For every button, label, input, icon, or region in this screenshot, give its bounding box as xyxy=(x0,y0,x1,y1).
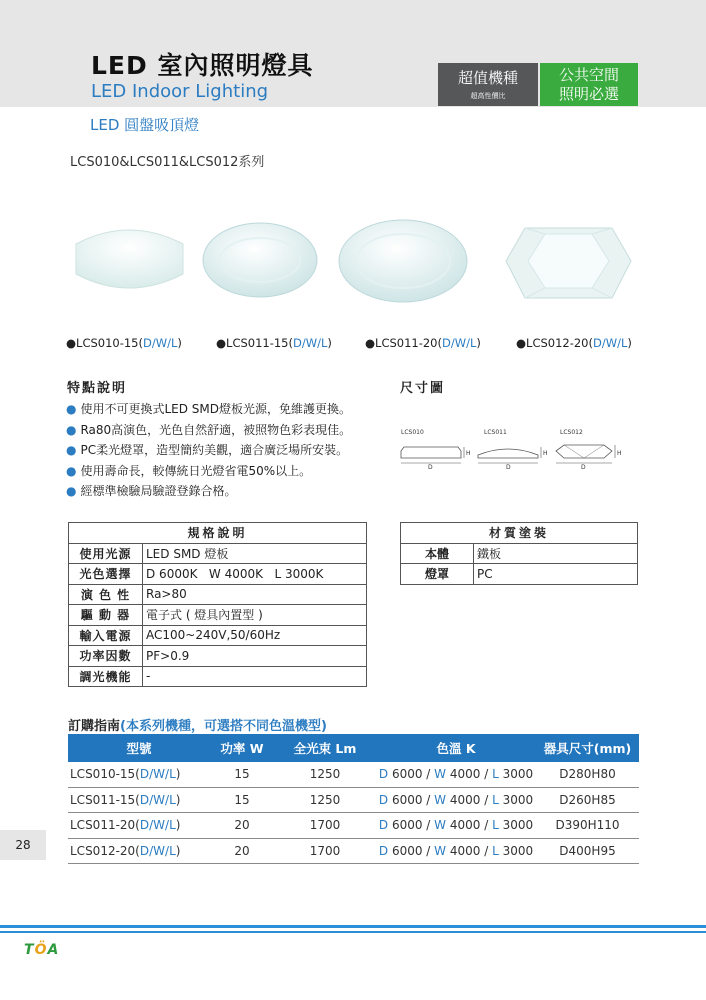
model-label-1-base: ●LCS010-15( xyxy=(66,336,143,350)
toa-logo: TÖA xyxy=(24,942,60,958)
table-row: 演 色 性 Ra>80 xyxy=(69,584,367,605)
lamp-image-lcs010 xyxy=(72,214,187,300)
lamp-image-lcs011-15 xyxy=(200,220,320,300)
value-badge-sub: 超高性價比 xyxy=(470,92,506,100)
model-label-1-close: ) xyxy=(177,336,182,350)
feature-item: ● Ra80高演色，光色自然舒適，被照物色彩表現佳。 xyxy=(66,422,352,437)
model-label-2 xyxy=(216,336,332,350)
model-label-2-close: ) xyxy=(327,336,332,350)
feature-item: ● PC柔光燈罩，造型簡約美觀，適合廣泛場所安裝。 xyxy=(66,443,349,457)
model-label-4-variants: D/W/L xyxy=(593,336,628,350)
material-table xyxy=(400,522,638,585)
page-title: LED 室內照明燈具 xyxy=(91,51,314,80)
svg-text:H: H xyxy=(466,450,471,457)
table-row: 輸入電源 AC100~240V,50/60Hz xyxy=(69,625,367,646)
product-subtitle: LED 圓盤吸頂燈 xyxy=(90,116,200,134)
model-label-4-close: ) xyxy=(627,336,632,350)
spec-heading: 規格說明 xyxy=(69,523,367,544)
table-row: 功率因數 PF>0.9 xyxy=(69,646,367,667)
model-label-3-close: ) xyxy=(476,336,481,350)
table-row: 使用光源 LED SMD 燈板 xyxy=(69,543,367,564)
spec-table xyxy=(68,522,367,687)
svg-text:D: D xyxy=(506,464,511,471)
svg-text:H: H xyxy=(543,450,548,457)
model-label-3 xyxy=(365,336,481,350)
table-row: 燈罩 PC xyxy=(401,564,638,585)
order-header-row: 型號 功率 W 全光束 Lm 色溫 K 器具尺寸(mm) xyxy=(68,734,639,762)
dim-label-lcs010: LCS010 xyxy=(401,429,424,436)
lamp-image-lcs011-20 xyxy=(337,218,470,304)
model-label-1-variants: D/W/L xyxy=(143,336,178,350)
model-label-3-base: ●LCS011-20( xyxy=(365,336,442,350)
table-row: LCS011-20(D/W/L) 20 1700 D 6000 / W 4000 / L 3000 D390H110 xyxy=(68,813,639,839)
public-space-badge-line1: 公共空間 xyxy=(558,66,619,84)
public-space-badge-line2: 照明必選 xyxy=(558,85,619,103)
svg-text:H: H xyxy=(617,450,622,457)
feature-item: ● 使用壽命長，較傳統日光燈省電50%以上。 xyxy=(66,463,312,478)
model-label-2-base: ●LCS011-15( xyxy=(216,336,293,350)
page-number: 28 xyxy=(0,830,46,860)
model-label-4 xyxy=(516,336,632,350)
feature-item: ● 經標準檢驗局驗證登錄合格。 xyxy=(66,484,237,498)
public-space-badge xyxy=(540,63,638,106)
table-row: LCS012-20(D/W/L) 20 1700 D 6000 / W 4000 / L 3000 D400H95 xyxy=(68,838,639,864)
lamp-image-lcs012 xyxy=(505,216,632,306)
model-label-2-variants: D/W/L xyxy=(293,336,328,350)
material-heading: 材質塗裝 xyxy=(401,523,638,544)
footer-rule xyxy=(0,925,706,928)
order-guide-heading: 訂購指南(本系列機種，可選搭不同色溫機型) xyxy=(68,719,327,734)
table-row: 調光機能 - xyxy=(69,666,367,687)
svg-text:D: D xyxy=(428,464,433,471)
table-row: 光色選擇 D 6000K W 4000K L 3000K xyxy=(69,564,367,585)
value-badge-main: 超值機種 xyxy=(457,69,518,87)
table-row: 驅 動 器 電子式 ( 燈具內置型 ) xyxy=(69,605,367,626)
svg-text:D: D xyxy=(581,464,586,471)
model-label-1 xyxy=(66,336,182,350)
dimension-diagram xyxy=(398,425,628,475)
features-list xyxy=(66,400,351,503)
feature-item: ● 使用不可更換式LED SMD燈板光源，免維護更換。 xyxy=(66,402,352,416)
footer-rule-thin xyxy=(0,931,706,933)
dim-label-lcs012: LCS012 xyxy=(560,429,583,436)
table-row: 本體 鐵板 xyxy=(401,543,638,564)
value-badge xyxy=(438,63,538,106)
page-title-en: LED Indoor Lighting xyxy=(91,81,269,102)
dim-label-lcs011: LCS011 xyxy=(484,429,507,436)
order-table xyxy=(68,734,639,864)
table-row: LCS011-15(D/W/L) 15 1250 D 6000 / W 4000 / L 3000 D260H85 xyxy=(68,787,639,813)
table-row: LCS010-15(D/W/L) 15 1250 D 6000 / W 4000 / L 3000 D280H80 xyxy=(68,762,639,787)
dimensions-heading: 尺寸圖 xyxy=(400,381,446,396)
series-name: LCS010&LCS011&LCS012系列 xyxy=(70,155,265,170)
model-label-3-variants: D/W/L xyxy=(442,336,477,350)
model-label-4-base: ●LCS012-20( xyxy=(516,336,593,350)
features-heading: 特點說明 xyxy=(67,381,128,396)
